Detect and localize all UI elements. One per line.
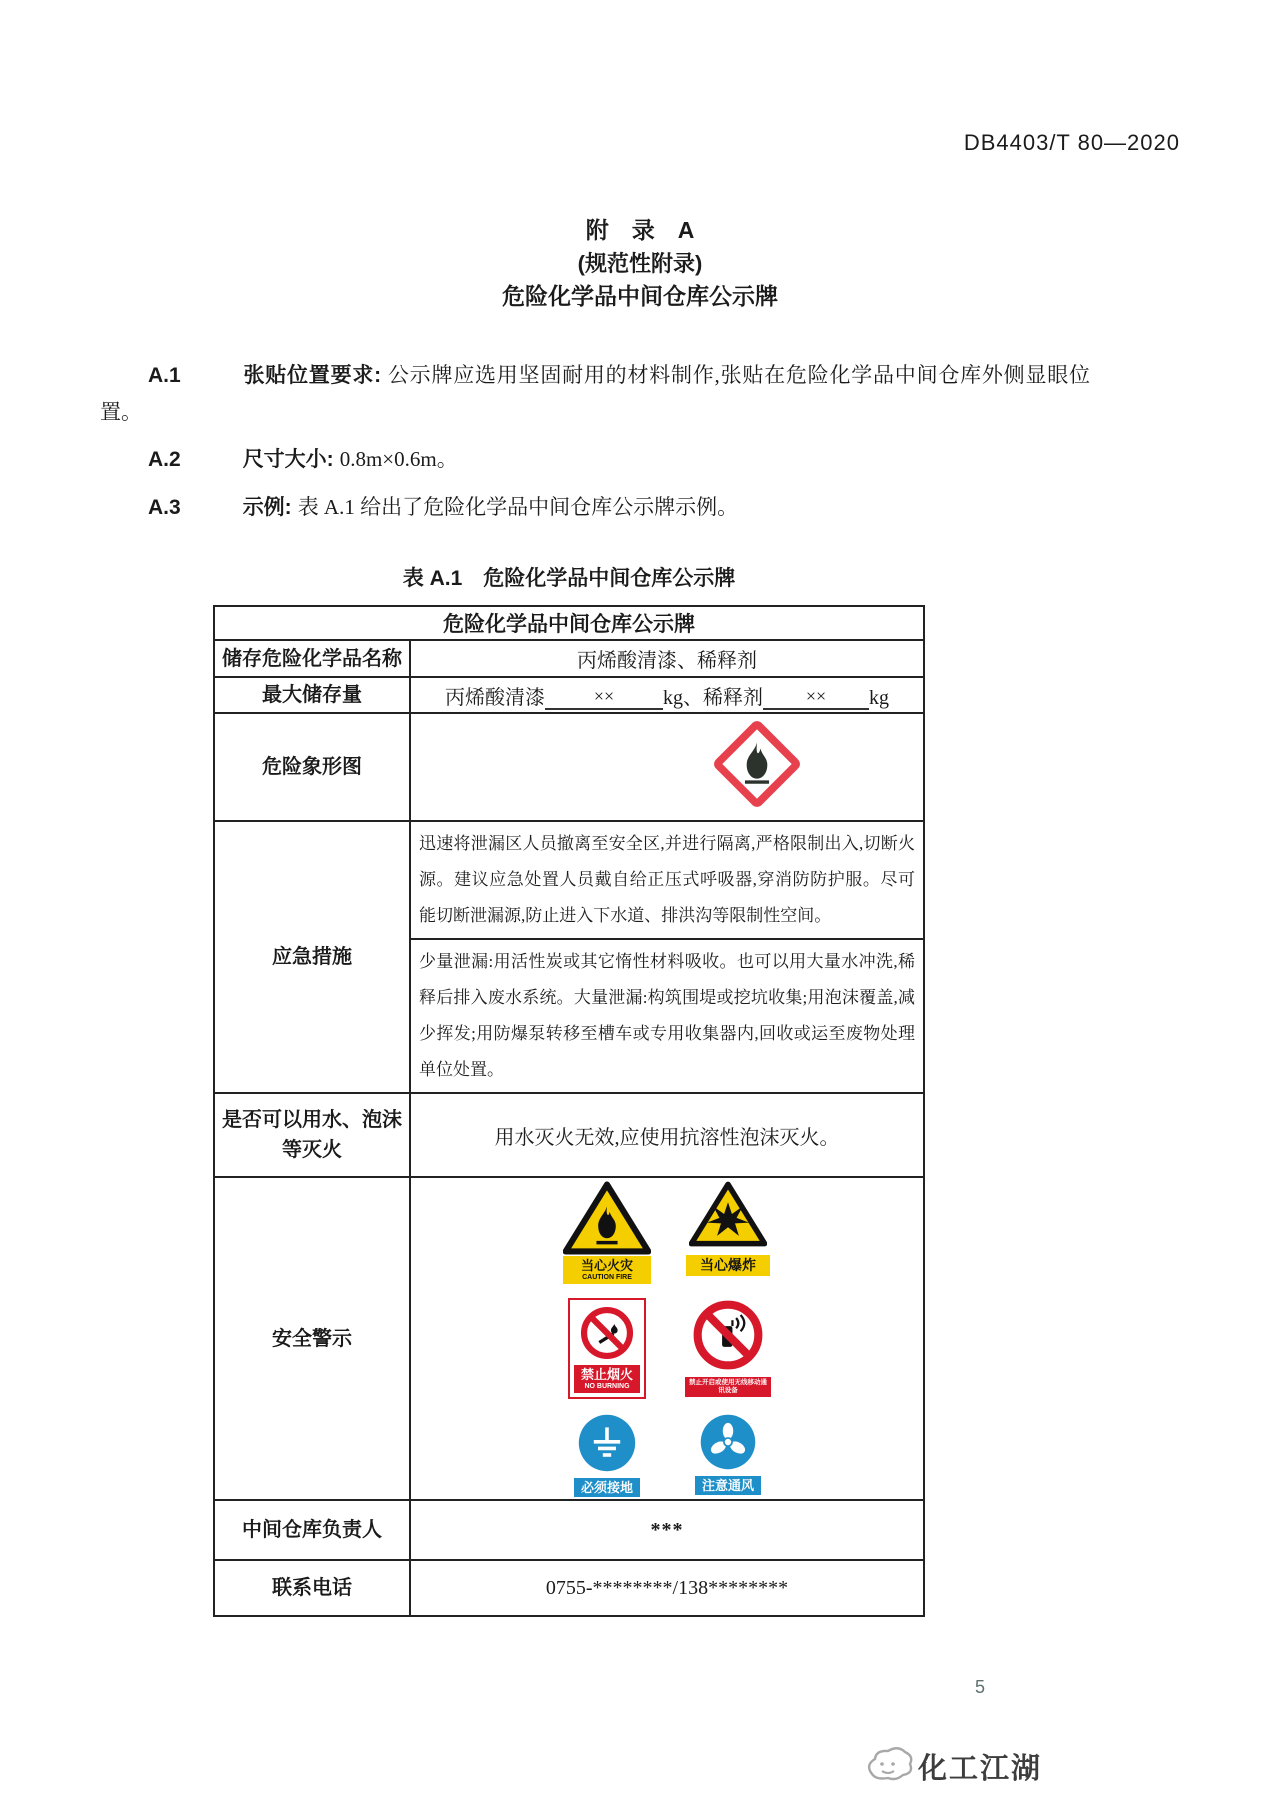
phone-value: 0755-********/138******** bbox=[410, 1560, 924, 1616]
sign-caution-explosion-label: 当心爆炸 bbox=[700, 1257, 756, 1273]
sign-must-ground bbox=[574, 1413, 640, 1497]
watermark bbox=[862, 1744, 1042, 1788]
appendix-title: 附 录 A bbox=[585, 217, 695, 243]
sign-no-burning-label: 禁止烟火 bbox=[580, 1367, 633, 1382]
water-foam-value: 用水灭火无效,应使用抗溶性泡沫灭火。 bbox=[410, 1093, 924, 1177]
emergency-label: 应急措施 bbox=[214, 821, 410, 1093]
sign-no-mobile-phone bbox=[685, 1298, 771, 1397]
watermark-text: 化工江湖 bbox=[917, 1752, 1042, 1785]
appendix-subtitle: (规范性附录) bbox=[577, 251, 703, 276]
pictogram-cell bbox=[410, 713, 924, 821]
watermark-logo-icon bbox=[862, 1744, 914, 1788]
safety-signs-grid bbox=[419, 1180, 915, 1497]
sign-must-ground-label: 必须接地 bbox=[580, 1480, 633, 1495]
mandatory-ventilation-icon bbox=[699, 1413, 757, 1471]
sign-caution-explosion bbox=[686, 1180, 770, 1276]
max-storage-value bbox=[410, 677, 924, 713]
sign-ventilation-label: 注意通风 bbox=[701, 1478, 754, 1493]
max-blank1: ×× bbox=[545, 684, 663, 710]
sign-must-ground-band bbox=[574, 1478, 640, 1497]
sign-ventilation bbox=[695, 1413, 761, 1495]
sign-caution-fire bbox=[563, 1180, 651, 1284]
chemical-name-value: 丙烯酸清漆、稀释剂 bbox=[410, 640, 924, 677]
max-blank2: ×× bbox=[763, 684, 869, 710]
table-caption: 表 A.1 危险化学品中间仓库公示牌 bbox=[402, 567, 736, 590]
max-storage-label: 最大储存量 bbox=[214, 677, 410, 713]
clause-a3 bbox=[100, 489, 1180, 526]
clauses bbox=[100, 357, 1180, 526]
pictogram-label: 危险象形图 bbox=[214, 713, 410, 821]
clause-a1-text: 公示牌应选用坚固耐用的材料制作,张贴在危险化学品中间仓库外侧显眼位置。 bbox=[100, 363, 1090, 424]
chemical-name-label: 储存危险化学品名称 bbox=[214, 640, 410, 677]
max-part1: 丙烯酸清漆 bbox=[445, 686, 545, 709]
prohibition-phone-icon bbox=[691, 1298, 765, 1372]
manager-label: 中间仓库负责人 bbox=[214, 1500, 410, 1560]
page-number: 5 bbox=[974, 1677, 985, 1697]
sign-caution-fire-band bbox=[563, 1256, 651, 1284]
clause-a3-number: A.3 bbox=[148, 496, 181, 519]
sign-no-mobile-phone-label: 禁止开启或使用无线移动通讯设备 bbox=[689, 1379, 767, 1394]
safety-warning-label: 安全警示 bbox=[214, 1177, 410, 1500]
clause-a2-label: 尺寸大小: bbox=[242, 448, 334, 471]
clause-a1 bbox=[100, 357, 1180, 430]
water-foam-label: 是否可以用水、泡沫等灭火 bbox=[214, 1093, 410, 1177]
clause-a2-number: A.2 bbox=[148, 448, 181, 471]
sign-no-burning-sublabel: NO BURNING bbox=[584, 1383, 630, 1390]
ghs-flame-diamond-icon bbox=[714, 721, 800, 807]
sign-caution-fire-label: 当心火灾 bbox=[580, 1258, 633, 1273]
warning-explosion-triangle-icon bbox=[689, 1180, 767, 1248]
warning-fire-triangle-icon bbox=[563, 1180, 651, 1256]
max-part2: kg、稀释剂 bbox=[663, 686, 763, 709]
max-part3: kg bbox=[869, 686, 889, 709]
clause-a3-label: 示例: bbox=[242, 496, 292, 519]
mandatory-ground-icon bbox=[577, 1413, 637, 1473]
emergency-text-1: 迅速将泄漏区人员撤离至安全区,并进行隔离,严格限制出入,切断火源。建议应急处置人员戴自给正压式呼吸器,穿消防防护服。尽可能切断泄漏源,防止进入下水道、排洪沟等限制性空间。 bbox=[410, 821, 924, 939]
clause-a1-label: 张贴位置要求: bbox=[242, 364, 382, 387]
appendix-title-block bbox=[100, 214, 1180, 313]
sign-no-mobile-phone-band bbox=[685, 1377, 771, 1397]
manager-value: *** bbox=[410, 1500, 924, 1560]
prohibition-burning-icon bbox=[579, 1305, 635, 1361]
clause-a1-number: A.1 bbox=[148, 364, 181, 387]
safety-warning-cell bbox=[410, 1177, 924, 1500]
sign-caution-fire-sublabel: CAUTION FIRE bbox=[582, 1274, 632, 1281]
phone-label: 联系电话 bbox=[214, 1560, 410, 1616]
sign-caution-explosion-band bbox=[686, 1255, 770, 1276]
clause-a2-text: 0.8m×0.6m。 bbox=[339, 447, 458, 471]
emergency-text-2: 少量泄漏:用活性炭或其它惰性材料吸收。也可以用大量水冲洗,稀释后排入废水系统。大量泄漏:构筑围堤或挖坑收集;用泡沫覆盖,减少挥发;用防爆泵转移至槽车或专用收集器内,回收或运至废物处理单位处置。 bbox=[410, 939, 924, 1093]
sign-ventilation-band bbox=[695, 1476, 761, 1495]
clause-a2 bbox=[100, 441, 1180, 478]
clause-a3-text: 表 A.1 给出了危险化学品中间仓库公示牌示例。 bbox=[297, 495, 739, 519]
standard-number: DB4403/T 80—2020 bbox=[963, 130, 1180, 155]
sign-no-burning-band bbox=[574, 1365, 640, 1393]
sign-no-burning bbox=[568, 1298, 646, 1399]
appendix-heading: 危险化学品中间仓库公示牌 bbox=[502, 283, 778, 309]
table-title: 危险化学品中间仓库公示牌 bbox=[214, 606, 924, 640]
notice-board-table bbox=[213, 605, 925, 1617]
